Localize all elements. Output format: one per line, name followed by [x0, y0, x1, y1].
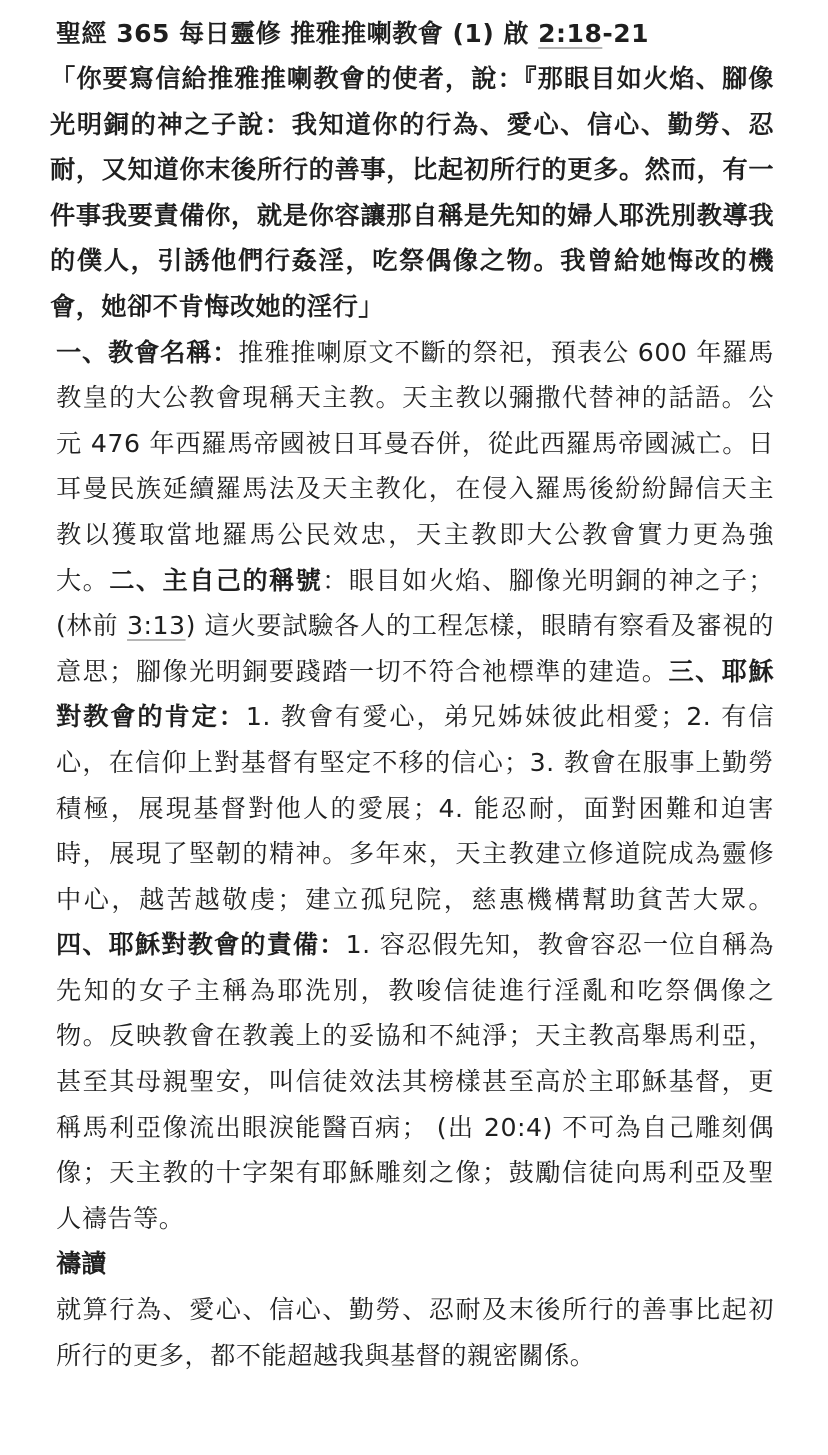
page-title [56, 12, 774, 56]
title-prefix: 聖經 365 每日靈修 推雅推喇教會 (1) 啟 [56, 19, 539, 48]
section-text-lord-title-b: ) 這火要試驗各人的工程怎樣，眼睛有察看及審視的意思；腳像光明銅要踐踏一切不符合祂標準的建造。 [56, 611, 774, 686]
section-text-church-name: 推雅推喇原文不斷的祭祀，預表公 600 年羅馬教皇的大公教會現稱天主教。天主教以彌撒代替神的話語。公元 476 年西羅馬帝國被日耳曼吞併，從此西羅馬帝國滅亡。日耳曼民族延續羅馬法及天主教化，在侵入羅馬後紛紛歸信天主教以獲取當地羅馬公民效忠，天主教即大公教會實力更為強大。 [56, 337, 774, 595]
section-text-affirmation: 1. 教會有愛心，弟兄姊妹彼此相愛；2. 有信心，在信仰上對基督有堅定不移的信心；3. 教會在服事上勤勞積極，展現基督對他人的愛展；4. 能忍耐，面對困難和迫害時，展現了堅韌的精神。多年來，天主教建立修道院成為靈修中心，越苦越敬虔；建立孤兒院，慈惠機構幫助貧苦大眾。 [56, 702, 775, 914]
scripture-quote: 「你要寫信給推雅推喇教會的使者，說：『那眼目如火焰、腳像光明銅的神之子說：我知道你的行為、愛心、信心、勤勞、忍耐，又知道你末後所行的善事，比起初所行的更多。然而，有一件事我要責備你，就是你容讓那自稱是先知的婦人耶洗別教導我的僕人，引誘他們行姦淫，吃祭偶像之物。我曾給她悔改的機會，她卻不肯悔改她的淫行」 [50, 64, 774, 321]
title-suffix: -21 [602, 19, 650, 48]
section-heading-lord-title: 二、主自己的稱號 [109, 565, 323, 595]
title-verse-link[interactable]: 2:18 [538, 19, 603, 48]
section-text-lord-title-a: ：眼目如火焰、腳像光明銅的神之子； (林前 [56, 565, 775, 641]
commentary-body [56, 330, 774, 1242]
section-heading-rebuke: 四、耶穌對教會的責備： [56, 930, 346, 960]
section-heading-affirmation: 三、耶穌對教會的肯定： [56, 656, 775, 732]
verse-link-1cor-3-13[interactable]: 3:13 [127, 611, 186, 641]
prayer-text: 就算行為、愛心、信心、勤勞、忍耐及末後所行的善事比起初所行的更多，都不能超越我與基督的親密關係。 [56, 1295, 774, 1370]
section-heading-church-name: 一、教會名稱： [56, 337, 239, 367]
prayer-heading: 禱讀 [56, 1249, 107, 1279]
section-text-rebuke: 1. 容忍假先知，教會容忍一位自稱為先知的女子主稱為耶洗別，教唆信徒進行淫亂和吃祭偶像之物。反映教會在教義上的妥協和不純淨；天主教高舉馬利亞，甚至其母親聖安，叫信徒效法其榜樣甚至高於主耶穌基督，更稱馬利亞像流出眼淚能醫百病； (出 20:4) 不可為自己雕刻偶像；天主教的十字架有耶穌雕刻之像；鼓勵信徒向馬利亞及聖人禱告等。 [56, 930, 774, 1233]
